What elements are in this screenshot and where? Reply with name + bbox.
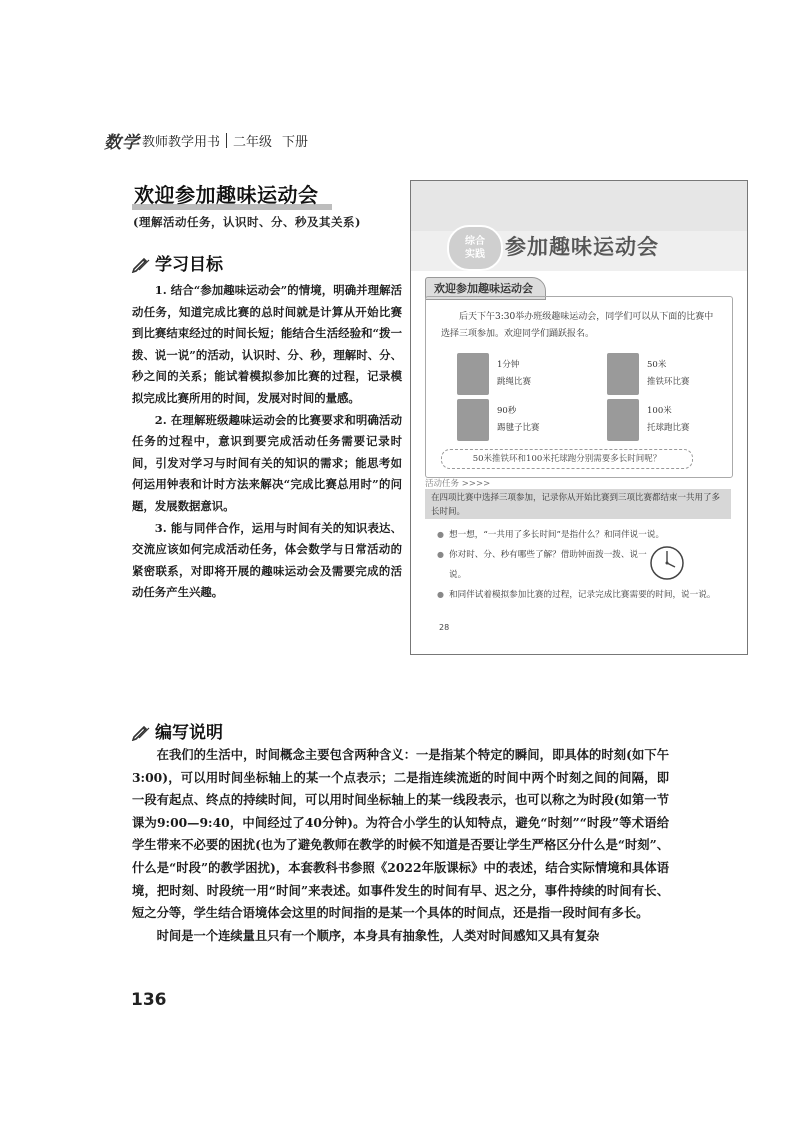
event-time: 50米 — [647, 360, 667, 370]
subject-logo: 数学 — [104, 132, 140, 153]
goal-paragraph: 1. 结合“参加趣味运动会”的情境，明确并理解活动任务，知道完成比赛的总时间就是计算从开始比赛到比赛结束经过的时间长短；能结合生活经验和“拨一拨、说一说”的活动，认识时、分、秒，理解时、分、秒之间的关系；能试着模拟参加比赛的过程，记录模拟完成比赛所用的时间，发展对时间的量感。 — [132, 283, 402, 405]
notes-heading-text: 编写说明 — [155, 723, 223, 743]
task-box: 在四项比赛中选择三项参加，记录你从开始比赛到三项比赛都结束一共用了多长时间。 — [425, 489, 731, 519]
event-photo — [607, 353, 639, 395]
goals-heading — [131, 250, 223, 275]
badge-line-2: 实践 — [465, 249, 485, 260]
textbook-page-inset — [410, 180, 748, 655]
learning-goals — [132, 280, 402, 604]
inset-intro — [441, 309, 721, 343]
badge-line-1: 综合 — [465, 236, 485, 247]
goals-heading-text: 学习目标 — [155, 255, 223, 275]
header-divider — [226, 133, 227, 148]
inset-title: 参加趣味运动会 — [505, 235, 659, 259]
inset-header-band — [411, 181, 747, 231]
inset-tab: 欢迎参加趣味运动会 — [425, 277, 546, 300]
event-time: 100米 — [647, 406, 672, 416]
lesson-subtitle: (理解活动任务，认识时、分、秒及其关系) — [133, 215, 361, 229]
notes-heading — [131, 718, 223, 743]
event-name: 推铁环比赛 — [647, 377, 690, 387]
inset-intro-text: 后天下午3:30举办班级趣味运动会，同学们可以从下面的比赛中选择三项参加。欢迎同学们踊跃报名。 — [441, 312, 714, 339]
pencil-icon — [131, 721, 151, 741]
event-item — [457, 353, 531, 395]
bullet-item: ● 想一想，“一共用了多长时间”是指什么？和同伴说一说。 — [437, 525, 727, 545]
event-photo — [607, 399, 639, 441]
event-item — [457, 399, 540, 441]
event-photo — [457, 353, 489, 395]
bullet-item: ● 和同伴试着模拟参加比赛的过程，记录完成比赛需要的时间，说一说。 — [437, 585, 727, 605]
running-header — [104, 129, 308, 151]
inset-page-number: 28 — [439, 623, 450, 632]
question-bubble: 50米推铁环和100米托球跑分别需要多长时间呢？ — [441, 449, 693, 469]
practice-badge — [447, 225, 503, 271]
goal-paragraph: 3. 能与同伴合作，运用与时间有关的知识表达、交流应该如何完成活动任务，体会数学与日常活动的紧密联系，对即将开展的趣味运动会及需要完成的活动任务产生兴趣。 — [132, 520, 402, 600]
bullet-item: ● 你对时、分、秒有哪些了解？借助钟面拨一拨、说一说。 — [437, 545, 649, 585]
event-item — [607, 353, 690, 395]
event-name: 托球跑比赛 — [647, 423, 690, 433]
notes-paragraph: 时间是一个连续量且只有一个顺序，本身具有抽象性，人类对时间感知又具有复杂 — [156, 927, 600, 943]
event-name: 跳绳比赛 — [497, 377, 532, 387]
notes-paragraph: 在我们的生活中，时间概念主要包含两种含义：一是指某个特定的瞬间，即具体的时刻(如下午3:00)，可以用时间坐标轴上的某一个点表示；二是指连续流逝的时间中两个时刻之间的间隔，即一段有起点、终点的持续时间，可以用时间坐标轴上的某一线段表示，也可以称之为时段(如第一节课为9:00—9:40，中间经过了40分钟)。为符合小学生的认知特点，避免“时刻”“时段”等术语给学生带来不必要的困扰(也为了避免教师在教学的时候不知道是否要让学生严格区分什么是“时刻”、什么是“时段”的教学困扰)，本套教科书参照《2022年版课标》中的表述，结合实际情境和具体语境，把时刻、时段统一用“时间”来表述。如事件发生的时间有早、迟之分，事件持续的时间有长、短之分等，学生结合语境体会这里的时间指的是某一个具体的时间点，还是指一段时间有多长。 — [132, 747, 669, 921]
notes-body — [132, 744, 669, 947]
event-photo — [457, 399, 489, 441]
event-time: 90秒 — [497, 406, 517, 416]
event-time: 1分钟 — [497, 360, 520, 370]
lesson-title: 欢迎参加趣味运动会 — [134, 183, 319, 207]
grade-label: 二年级 — [233, 134, 273, 150]
page-number: 136 — [131, 990, 167, 1010]
book-title: 教师教学用书 — [142, 134, 221, 150]
event-name: 踢毽子比赛 — [497, 423, 540, 433]
pencil-icon — [131, 253, 151, 273]
goal-paragraph: 2. 在理解班级趣味运动会的比赛要求和明确活动任务的过程中，意识到要完成活动任务需要记录时间，引发对学习与时间有关的知识的需求；能思考如何运用钟表和计时方法来解决“完成比赛总用时”的问题，发展数据意识。 — [132, 412, 402, 513]
volume-label: 下册 — [282, 134, 309, 150]
task-label: 活动任务 >>>> — [425, 479, 491, 489]
clock-icon — [649, 545, 685, 581]
event-item — [607, 399, 690, 441]
